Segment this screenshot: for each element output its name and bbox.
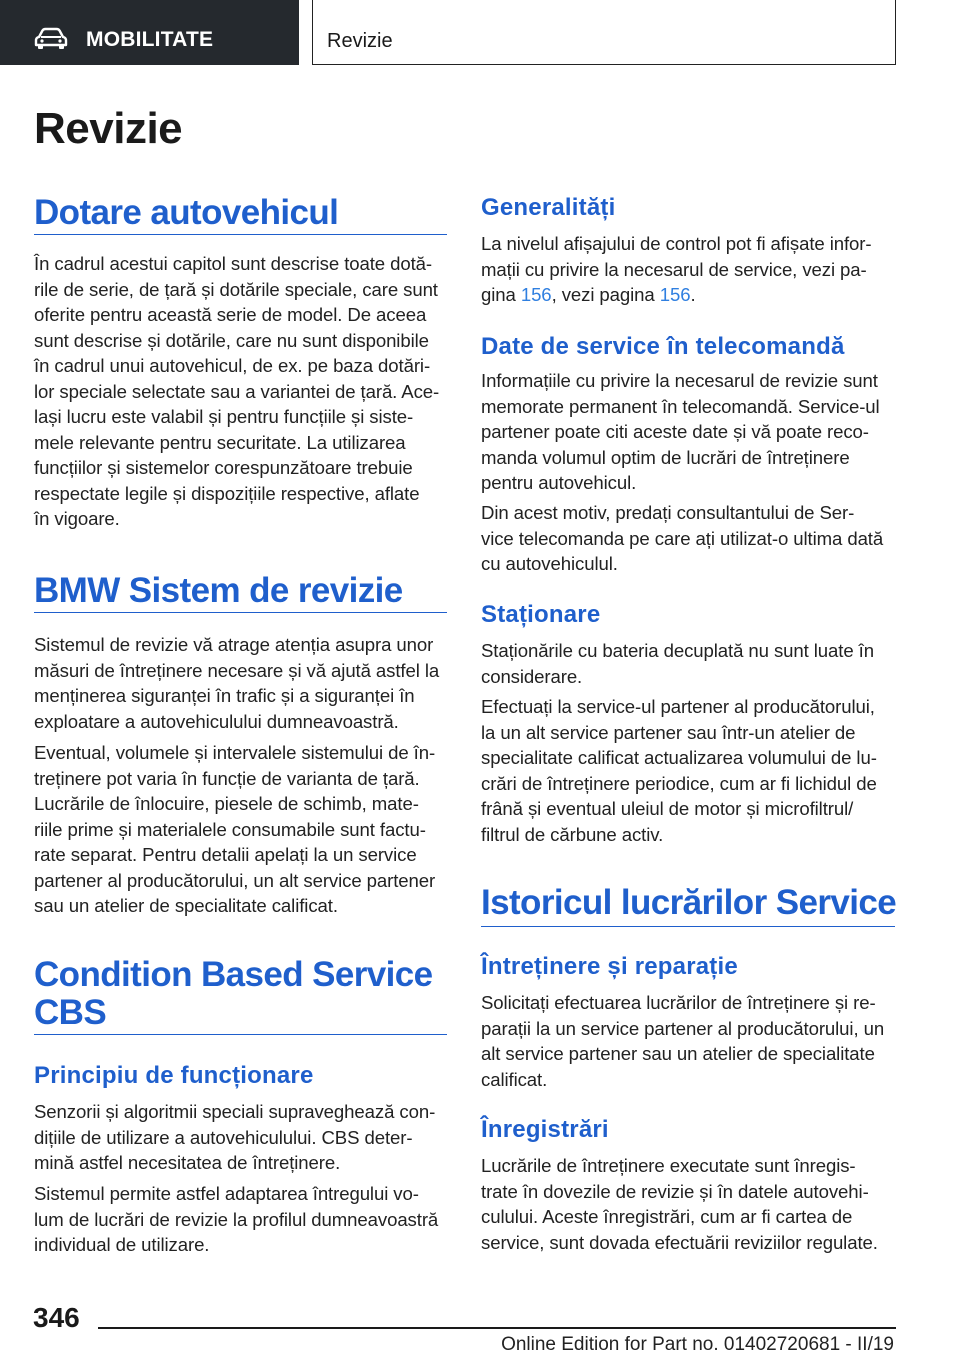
text-line: Lucrările de întreținere executate sunt înregis‐ xyxy=(481,1155,856,1176)
text-line: în cadrul unui autovehicul, de ex. pe baza dotări‐ xyxy=(34,355,431,376)
text-line: filtrul de cărbune activ. xyxy=(481,823,664,845)
text-line: mații cu privire la necesarul de service, vezi pa‐ xyxy=(481,258,867,280)
car-icon xyxy=(34,27,68,51)
text-line: dițiile de utilizare a autovehiculului. CBS deter‐ xyxy=(34,1126,413,1148)
text-line: riile prime și materialele consumabile sunt factu‐ xyxy=(34,818,426,840)
text-line: vice telecomanda pe care ați utilizat-o ultima dată xyxy=(481,527,884,549)
text-line: frână și eventual uleiul de motor și microfiltrul/ xyxy=(481,798,854,819)
edition-info: Online Edition for Part no. 01402720681 - II/19 xyxy=(501,1334,894,1355)
paragraph-cbs-2 xyxy=(34,1181,454,1258)
text-line: Sistemul permite astfel adaptarea întregului vo‐ xyxy=(34,1183,419,1204)
text-line: culului. Aceste înregistrări, cum ar fi cartea de xyxy=(481,1206,853,1227)
text-line: Staționările cu bateria decuplată nu sunt luate în xyxy=(481,640,874,661)
paragraph-generalitati xyxy=(481,231,901,308)
text-line: exploatare a autovehiculului dumneavoastră. xyxy=(34,710,399,732)
section-label: MOBILITATE xyxy=(86,28,214,51)
text-fragment: . xyxy=(690,284,696,305)
heading-istoric: Istoricul lucrărilor Service xyxy=(481,883,897,922)
divider xyxy=(481,926,895,927)
footer-divider xyxy=(98,1327,896,1329)
breadcrumb-text: Revizie xyxy=(327,30,393,52)
text-line: considerare. xyxy=(481,665,583,687)
text-line: specialitate calificat actualizarea volumului de lu‐ xyxy=(481,747,877,768)
text-line: parații la un service partener al producătorului, un xyxy=(481,1017,885,1039)
section-tab[interactable] xyxy=(0,0,299,65)
divider xyxy=(34,612,447,613)
text-line: calificat. xyxy=(481,1068,548,1090)
divider xyxy=(34,1034,447,1035)
text-line: partener al producătorului, un alt service partener xyxy=(34,869,436,891)
paragraph-intretinere xyxy=(481,990,901,1092)
page-link[interactable]: 156 xyxy=(659,284,691,305)
text-line: rate separat. Pentru detalii apelați la un service xyxy=(34,844,417,865)
page-link[interactable]: 156 xyxy=(520,284,552,305)
text-line: lum de lucrări de revizie la profilul dumneavoastră xyxy=(34,1208,439,1230)
text-line: lași lucru este valabil și pentru funcțiile și siste‐ xyxy=(34,406,414,427)
subheading-generalitati: Generalități xyxy=(481,194,616,221)
text-line: în vigoare. xyxy=(34,508,120,529)
text-line: crări de întreținere periodice, cum ar fi lichidul de xyxy=(481,772,877,794)
text-line: partener poate citi aceste date și vă poate reco‐ xyxy=(481,421,869,442)
text-line: service, sunt dovada efectuării reviziilor regulate. xyxy=(481,1231,878,1253)
paragraph-stationare-2 xyxy=(481,694,901,847)
paragraph-bmw-1 xyxy=(34,632,454,734)
text-fragment: , vezi pagina xyxy=(551,284,660,305)
page-number: 346 xyxy=(33,1302,80,1333)
text-line: Efectuați la service-ul partener al producătorului, xyxy=(481,696,875,717)
text-line: trate în dovezile de revizie și în datele autovehi‐ xyxy=(481,1180,869,1202)
paragraph-telecomanda-1 xyxy=(481,368,901,496)
text-line: Lucrările de înlocuire, piesele de schimb, mate‐ xyxy=(34,793,419,814)
text-line: pentru autovehicul. xyxy=(481,472,637,493)
text-line: rile de serie, de țară și dotările speciale, care sunt xyxy=(34,278,438,300)
text-fragment: gina xyxy=(481,284,521,305)
page-title: Revizie xyxy=(34,104,183,153)
text-line: măsuri de întreținere necesare și vă ajută astfel la xyxy=(34,659,440,681)
paragraph-stationare-1 xyxy=(481,638,901,689)
subheading-inregistrari: Înregistrări xyxy=(481,1116,609,1143)
text-line: Din acest motiv, predați consultantului de Ser‐ xyxy=(481,502,855,523)
breadcrumb xyxy=(312,0,896,65)
text-line: mină astfel necesitatea de întreținere. xyxy=(34,1152,341,1173)
text-line: respectate legile și dispozițiile respective, aflate xyxy=(34,482,420,504)
text-line: sau un atelier de specialitate calificat. xyxy=(34,895,338,916)
subheading-principiu: Principiu de funcționare xyxy=(34,1062,314,1089)
text-line: oferite pentru această serie de model. De aceea xyxy=(34,304,427,325)
heading-line: CBS xyxy=(34,993,107,1032)
text-line: Informațiile cu privire la necesarul de revizie sunt xyxy=(481,370,878,391)
paragraph-bmw-2 xyxy=(34,740,454,919)
text-line: cu autovehiculul. xyxy=(481,553,618,574)
text-line: individual de utilizare. xyxy=(34,1234,210,1255)
text-line: Senzorii și algoritmii speciali supraveghează con‐ xyxy=(34,1101,436,1122)
subheading-intretinere: Întreținere și reparație xyxy=(481,953,738,980)
heading-cbs xyxy=(34,956,433,1032)
text-line: la un alt service partener sau într-un atelier de xyxy=(481,721,856,743)
subheading-stationare: Staționare xyxy=(481,601,601,628)
text-line: alt service partener sau un atelier de specialitate xyxy=(481,1043,875,1064)
divider xyxy=(34,234,447,235)
paragraph-telecomanda-2 xyxy=(481,500,901,577)
text-line: sunt descrise și dotările, care nu sunt disponibile xyxy=(34,329,429,351)
text-line: mele relevante pentru securitate. La utilizarea xyxy=(34,431,406,453)
heading-line: Condition Based Service xyxy=(34,955,433,994)
text-line: manda volumul optim de lucrări de întreținere xyxy=(481,446,850,468)
text-line: lor speciale selectate sau a variantei de țară. Ace‐ xyxy=(34,380,440,402)
text-line: Eventual, volumele și intervalele sistemului de în‐ xyxy=(34,742,436,763)
text-line: treținere pot varia în funcție de varianta de țară. xyxy=(34,767,420,789)
text-line: Solicitați efectuarea lucrărilor de întreținere și re‐ xyxy=(481,992,876,1013)
text-line: Sistemul de revizie vă atrage atenția asupra unor xyxy=(34,634,434,655)
paragraph-cbs-1 xyxy=(34,1099,454,1176)
text-line: La nivelul afișajului de control pot fi afișate infor‐ xyxy=(481,233,872,254)
heading-dotare: Dotare autovehicul xyxy=(34,193,339,232)
subheading-telecomanda: Date de service în telecomandă xyxy=(481,333,845,360)
text-line: memorate permanent în telecomandă. Service-ul xyxy=(481,395,880,417)
paragraph-inregistrari xyxy=(481,1153,901,1255)
heading-bmw-sistem: BMW Sistem de revizie xyxy=(34,571,403,610)
text-line: În cadrul acestui capitol sunt descrise toate dotă‐ xyxy=(34,253,432,274)
text-line: funcțiilor și sistemelor corespunzătoare trebuie xyxy=(34,457,413,478)
text-line xyxy=(481,282,901,308)
text-line: menținerea siguranței în trafic și a siguranței în xyxy=(34,685,415,706)
paragraph-dotare xyxy=(34,251,454,532)
